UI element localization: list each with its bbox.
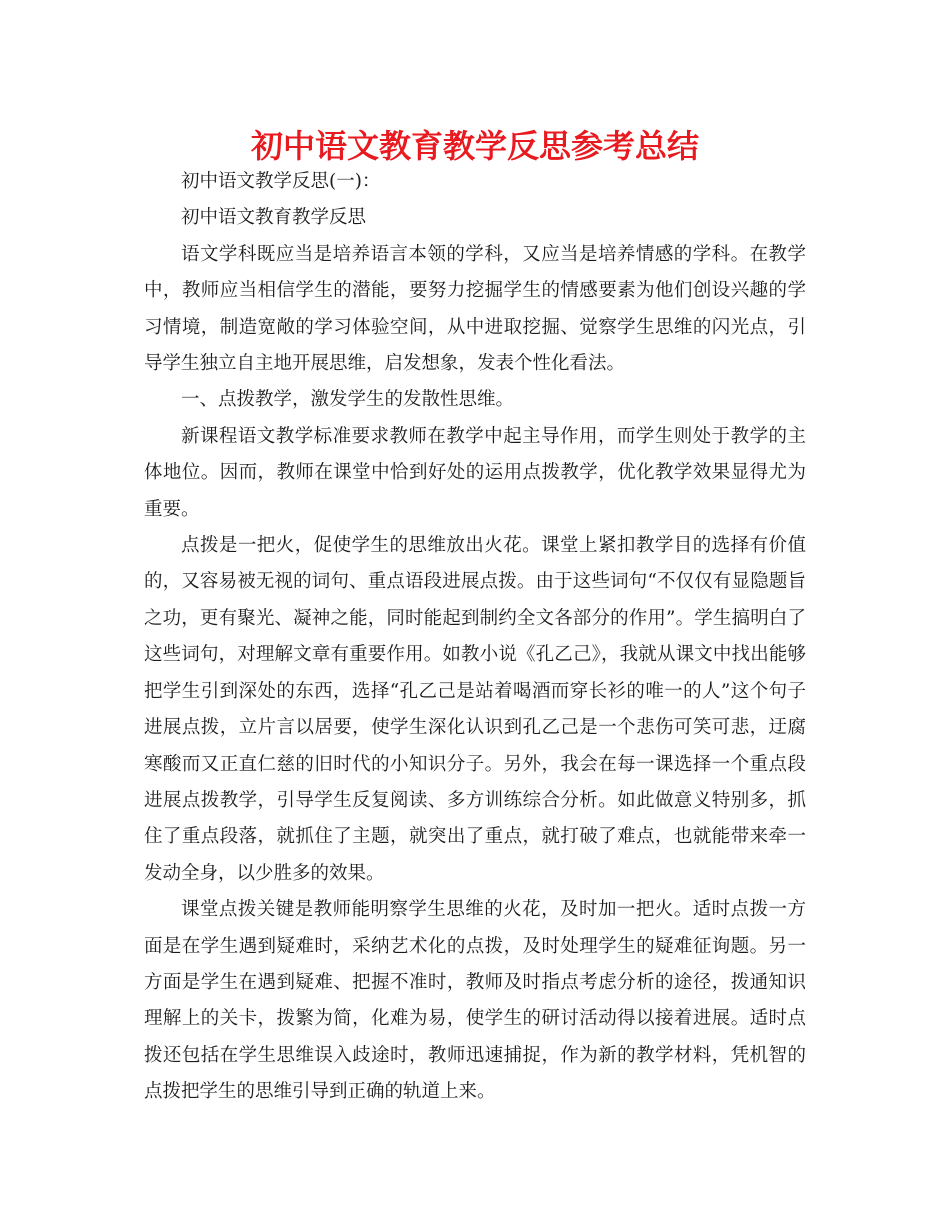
section-heading-1: 一、点拨教学，激发学生的发散性思维。: [181, 389, 515, 411]
paragraph: 点拨是一把火，促使学生的思维放出火花。课堂上紧扣教学目的选择有价值的，又容易被无视的词句、重点语段进展点拨。由于这些词句“不仅仅有显隐题旨之功，更有聚光、凝神之能，同时能起到制约全文各部分的作用”。学生搞明白了这些词句，对理解文章有重要作用。如教小说《孔乙己》，我就从课文中找出能够把学生引到深处的东西，选择“孔乙己是站着喝酒而穿长衫的唯一的人”这个句子进展点拨，立片言以居要，使学生深化认识到孔乙己是一个悲伤可笑可悲，迂腐寒酸而又正直仁慈的旧时代的小知识分子。另外，我会在每一课选择一个重点段进展点拨教学，引导学生反复阅读、多方训练综合分析。如此做意义特别多，抓住了重点段落，就抓住了主题，就突出了重点，就打破了难点，也就能带来牵一发动全身，以少胜多的效果。: [144, 535, 806, 884]
paragraph: 课堂点拨关键是教师能明察学生思维的火花，及时加一把火。适时点拨一方面是在学生遇到疑难时，采纳艺术化的点拨，及时处理学生的疑难征询题。另一方面是学生在遇到疑难、把握不准时，教师及时指点考虑分析的途径，拨通知识理解上的关卡，拨繁为简，化难为易，使学生的研讨活动得以接着进展。适时点拨还包括在学生思维误入歧途时，教师迅速捕捉，作为新的教学材料，凭机智的点拨把学生的思维引导到正确的轨道上来。: [144, 899, 806, 1103]
document-body: [144, 164, 806, 1111]
paragraph-heading: 初中语文教育教学反思: [181, 207, 367, 229]
paragraph-intro: 语文学科既应当是培养语言本领的学科，又应当是培养情感的学科。在教学中，教师应当相信学生的潜能，要努力挖掘学生的情感要素为他们创设兴趣的学习情境，制造宽敞的学习体验空间，从中进取挖掘、觉察学生思维的闪光点，引导学生独立自主地开展思维，启发想象，发表个性化看法。: [144, 243, 806, 375]
paragraph: 新课程语文教学标准要求教师在教学中起主导作用，而学生则处于教学的主体地位。因而，教师在课堂中恰到好处的运用点拨教学，优化教学效果显得尤为重要。: [144, 425, 806, 520]
document-title: 初中语文教育教学反思参考总结: [250, 127, 699, 165]
paragraph-subtitle: 初中语文教学反思(一)：: [181, 171, 381, 192]
